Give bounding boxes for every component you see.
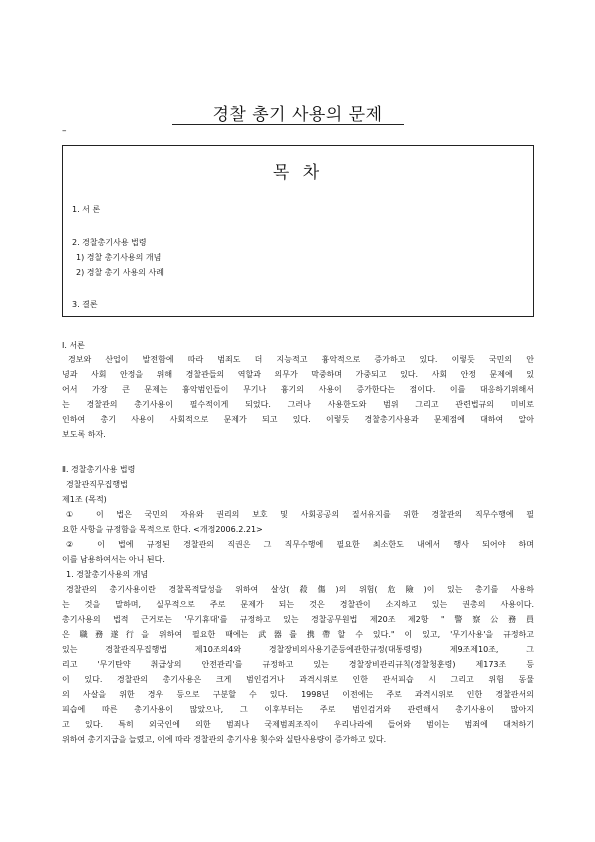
paragraph-line: 경찰관의 총기사용이란 경찰목적달성을 위하여 살상(殺傷)의 위험(危險)이 있는 총기를 사용하 [66,585,534,594]
paragraph-line: 위하여 총기지급을 늘렸고, 이에 따라 경찰관의 총기사용 횟수와 실탄사용량이 증가하고 있다. [62,735,387,744]
paragraph-line: 경보와 산업이 발전함에 따라 범죄도 더 지능적고 흉악적으로 증가하고 있다. 이렇듯 국민의 안 [68,355,534,364]
paragraph-line: 은 職務遂行을 위하여 필요한 때에는 武器를 携帶할 수 있다." 이 있고, '무기사용'을 규정하고 [62,630,534,639]
paragraph-line: 이 있다. 경찰관의 총기사용은 크게 범인검거나 과격시위로 인한 관서피습 시 그리고 위험 동물 [62,675,534,684]
article-title: 제1조 (목적) [62,495,107,504]
toc-item: 1. 서 론 [72,205,101,214]
paragraph-line: 어서 가장 큰 문제는 흉악범인들이 무기나 흉기의 사용이 증가한다는 점이다. 이를 대응하기위해서 [62,385,534,394]
dash-mark: – [62,126,67,136]
subsection-heading: 1. 경찰총기사용의 개념 [66,570,149,579]
toc-item: 1) 경찰 총기사용의 개념 [76,253,162,262]
toc-heading: 목 차 [272,163,324,183]
paragraph-line: 이를 남용하여서는 아니 된다. [62,555,165,564]
paragraph-line: 요한 사항을 규정함을 목적으로 한다. <개정2006.2.21> [62,525,263,534]
paragraph-line: 보도록 하자. [62,430,106,439]
paragraph-line: ① 이 법은 국민의 자유와 권리의 보호 및 사회공공의 질서유지를 위한 경찰관의 직무수행에 필 [66,510,534,519]
paragraph-line: ② 이 법에 규정된 경찰관의 직권은 그 직무수행에 필요한 최소한도 내에서 행사 되어야 하며 [66,540,534,549]
paragraph-line: 의 사살을 위한 경우 등으로 구분할 수 있다. 1998년 이전에는 주로 과격시위로 인한 경찰관서의 [62,690,534,699]
paragraph-line: 인하여 총기 사용이 사회적으로 문제가 되고 있다. 이렇듯 경찰총기사용과 문제점에 대하여 알아 [62,415,534,424]
toc-item: 2. 경찰총기사용 법령 [72,238,147,247]
section-heading: Ⅰ. 서론 [62,341,85,350]
title-underline [172,124,404,125]
toc-item: 2) 경찰 총기 사용의 사례 [76,268,164,277]
paragraph-line: 피습에 따른 총기사용이 많았으나, 그 이후부터는 주로 범인검거와 관련해서 총기사용이 많아지 [62,705,534,714]
law-name: 경찰관직무집행법 [66,480,128,489]
paragraph-line: 는 것을 말하며, 실무적으로 주로 문제가 되는 것은 경찰관이 소지하고 있는 권총의 사용이다. [62,600,534,609]
document-title: 경찰 총기 사용의 문제 [212,105,383,125]
paragraph-line: 고 있다. 특히 외국인에 의한 범죄나 국제범죄조직이 우리나라에 들어와 범이는 범죄에 대처하기 [62,720,534,729]
paragraph-line: 는 경찰관의 총기사용이 필수적이게 되었다. 그러나 사용한도와 범위 그리고 관련법규의 미비로 [62,400,534,409]
paragraph-line: 녕과 사회 안정을 위해 경찰관들의 역할과 의무가 막중하며 가중되고 있다. 사회 안정 문제에 있 [62,370,534,379]
paragraph-line: 리고 '무기탄약 취급상의 안전관리'를 규정하고 있는 경찰장비관리규칙(경찰청훈령) 제173조 등 [62,660,534,669]
toc-item: 3. 결론 [72,300,98,309]
section-heading: Ⅱ. 경찰총기사용 법령 [62,465,136,474]
paragraph-line: 총기사용의 법적 근거로는 '무기휴대'를 규정하고 있는 경찰공무원법 제20조 제2항 "警察公務員 [62,615,534,624]
table-of-contents [62,145,534,317]
paragraph-line: 있는 경찰관직무집행법 제10조의4와 경찰장비의사용기준등에관한규정(대통령령) 제9조제10조, 그 [62,645,534,654]
